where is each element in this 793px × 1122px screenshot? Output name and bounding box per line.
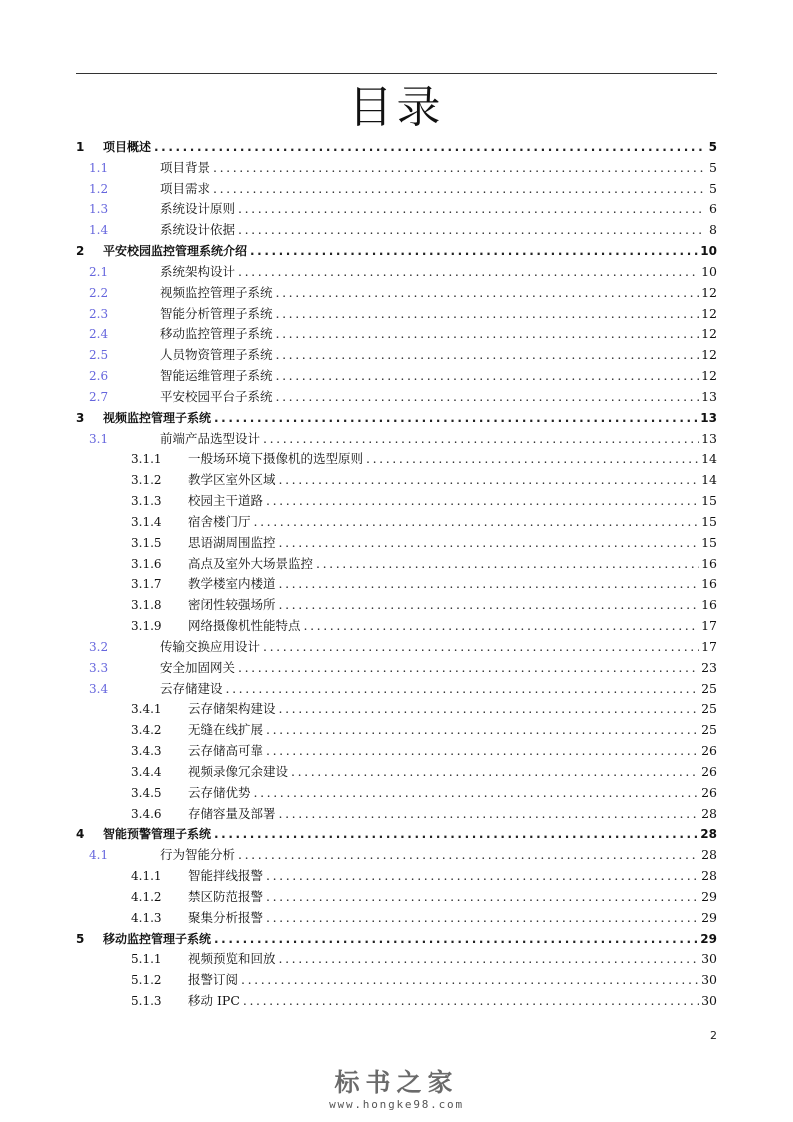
toc-entry[interactable] <box>0 595 793 615</box>
toc-entry-page: 10 <box>700 244 717 259</box>
toc-entry-title: 移动 IPC <box>188 993 240 1009</box>
toc-entry[interactable] <box>0 804 793 824</box>
toc-leader-dots <box>276 283 700 303</box>
toc-entry-title: 存储容量及部署 <box>188 805 276 821</box>
toc-leader-dots <box>263 429 699 449</box>
toc-entry-page: 5 <box>709 159 717 175</box>
toc-entry-body <box>188 533 717 553</box>
toc-entry-page: 14 <box>701 451 717 467</box>
toc-entry-page: 30 <box>701 972 717 988</box>
toc-leader-dots <box>266 866 699 886</box>
toc-leader-dots <box>266 887 699 907</box>
toc-entry[interactable] <box>0 679 793 699</box>
toc-entry-page: 16 <box>701 576 717 592</box>
toc-entry-title: 云存储优势 <box>188 784 251 800</box>
toc-leader-dots <box>316 554 699 574</box>
toc-entry-title: 视频预览和回放 <box>188 951 276 967</box>
watermark-url: www.hongke98.com <box>329 1098 464 1111</box>
toc-leader-dots <box>279 533 700 553</box>
toc-entry[interactable] <box>0 179 793 199</box>
toc-entry-page: 28 <box>701 847 717 863</box>
watermark-logo: 标书之家 <box>334 1068 459 1097</box>
toc-entry-body <box>188 741 717 761</box>
toc-entry-body <box>103 408 717 428</box>
toc-leader-dots <box>214 408 698 428</box>
toc-entry-page: 10 <box>701 263 717 279</box>
toc-entry-title: 视频监控管理子系统 <box>160 284 273 300</box>
toc-entry-page: 17 <box>701 638 717 654</box>
toc-entry-page: 14 <box>701 472 717 488</box>
toc-entry-title: 视频监控管理子系统 <box>103 410 212 425</box>
toc-entry-page: 6 <box>709 201 717 217</box>
toc-entry[interactable] <box>0 366 793 386</box>
toc-entry-body <box>160 262 717 282</box>
toc-entry-body <box>160 345 717 365</box>
toc-leader-dots <box>279 574 700 594</box>
toc-entry[interactable] <box>0 908 793 928</box>
toc-entry-title: 系统设计原则 <box>160 201 236 217</box>
toc-entry-title: 云存储高可靠 <box>188 743 264 759</box>
toc-entry-page: 28 <box>700 827 717 842</box>
toc-entry-body <box>188 470 717 490</box>
toc-leader-dots <box>266 741 699 761</box>
toc-entry-title: 一般场环境下摄像机的选型原则 <box>188 451 364 467</box>
toc-entry-body <box>160 220 717 240</box>
toc-entry[interactable] <box>0 720 793 740</box>
toc-entry-body <box>188 616 717 636</box>
toc-entry[interactable] <box>0 387 793 407</box>
toc-leader-dots <box>276 345 700 365</box>
toc-entry-body <box>188 491 717 511</box>
toc-entry[interactable] <box>0 554 793 574</box>
toc-entry-number: 3.4.6 <box>131 806 162 821</box>
toc-entry-number: 3.1.1 <box>131 452 162 467</box>
toc-entry[interactable] <box>0 324 793 344</box>
toc-entry-number: 2.2 <box>89 285 109 300</box>
toc-entry-number: 1.4 <box>89 223 109 238</box>
toc-entry-page: 5 <box>709 180 717 196</box>
toc-entry[interactable] <box>0 470 793 490</box>
toc-entry[interactable] <box>0 949 793 969</box>
toc-leader-dots <box>279 804 700 824</box>
toc-entry-title: 平安校园监控管理系统介绍 <box>103 244 248 259</box>
toc-entry-body <box>160 158 717 178</box>
toc-entry-number: 3.4.3 <box>131 744 162 759</box>
toc-entry-page: 8 <box>709 222 717 238</box>
toc-entry-page: 12 <box>701 347 717 363</box>
toc-entry-title: 教学楼室内楼道 <box>188 576 276 592</box>
header-rule <box>76 73 717 74</box>
toc-entry-body <box>160 387 717 407</box>
toc-entry-number: 3.1.2 <box>131 473 162 488</box>
toc-entry-body <box>188 574 717 594</box>
toc-entry-body <box>188 949 717 969</box>
toc-entry-title: 移动监控管理子系统 <box>160 326 273 342</box>
toc-entry-number: 3.1.3 <box>131 494 162 509</box>
toc-entry-body <box>160 199 717 219</box>
toc-entry-page: 26 <box>701 743 717 759</box>
toc-leader-dots <box>254 512 700 532</box>
toc-entry-number: 3.1.9 <box>131 619 162 634</box>
toc-entry[interactable] <box>0 741 793 761</box>
toc-entry[interactable] <box>0 408 793 428</box>
toc-entry-page: 13 <box>700 410 717 425</box>
toc-entry[interactable] <box>0 845 793 865</box>
toc-entry-title: 安全加固网关 <box>160 659 236 675</box>
toc-entry-page: 12 <box>701 305 717 321</box>
toc-entry-number: 3.1.7 <box>131 577 162 592</box>
toc-entry-body <box>188 804 717 824</box>
toc-entry-body <box>160 179 717 199</box>
toc-entry[interactable] <box>0 429 793 449</box>
toc-entry-body <box>160 429 717 449</box>
toc-entry-page: 23 <box>701 659 717 675</box>
toc-entry-page: 16 <box>701 597 717 613</box>
toc-entry[interactable] <box>0 970 793 990</box>
toc-entry-title: 思语湖周围监控 <box>188 534 276 550</box>
toc-entry-body <box>160 845 717 865</box>
toc-entry-page: 25 <box>701 722 717 738</box>
toc-entry-number: 3.1.4 <box>131 514 162 529</box>
toc-entry-title: 网络摄像机性能特点 <box>188 618 301 634</box>
toc-entry-number: 2.5 <box>89 348 109 363</box>
toc-entry-body <box>188 783 717 803</box>
toc-leader-dots <box>238 199 703 219</box>
toc-entry-body <box>103 824 717 844</box>
toc-entry-body <box>160 679 717 699</box>
toc-entry-number: 2.1 <box>89 264 109 279</box>
toc-entry-title: 项目背景 <box>160 159 211 175</box>
toc-leader-dots <box>266 720 699 740</box>
toc-entry[interactable] <box>0 783 793 803</box>
toc-entry[interactable] <box>0 345 793 365</box>
toc-entry[interactable] <box>0 637 793 657</box>
toc-entry-title: 教学区室外区域 <box>188 472 276 488</box>
toc-leader-dots <box>241 970 699 990</box>
toc-entry-number: 3.4.5 <box>131 785 162 800</box>
toc-entry-number: 3 <box>76 410 85 425</box>
toc-entry[interactable] <box>0 866 793 886</box>
toc-entry-title: 视频录像冗余建设 <box>188 763 289 779</box>
toc-entry-number: 1.2 <box>89 181 109 196</box>
toc-entry-number: 4.1.1 <box>131 869 162 884</box>
toc-entry[interactable] <box>0 220 793 240</box>
toc-leader-dots <box>250 241 698 261</box>
toc-entry-body <box>188 991 717 1011</box>
toc-leader-dots <box>266 908 699 928</box>
toc-entry-page: 12 <box>701 326 717 342</box>
toc-entry-page: 13 <box>701 430 717 446</box>
toc-entry[interactable] <box>0 991 793 1011</box>
toc-entry-number: 1.3 <box>89 202 109 217</box>
toc-entry-body <box>188 908 717 928</box>
toc-leader-dots <box>213 158 703 178</box>
toc-entry[interactable] <box>0 512 793 532</box>
toc-entry-page: 25 <box>701 680 717 696</box>
toc-entry-title: 传输交换应用设计 <box>160 638 261 654</box>
toc-leader-dots <box>279 470 700 490</box>
toc-entry-body <box>188 595 717 615</box>
toc-entry-title: 平安校园平台子系统 <box>160 388 273 404</box>
toc-entry-page: 16 <box>701 555 717 571</box>
toc-entry-title: 移动监控管理子系统 <box>103 931 212 946</box>
toc-entry-title: 校园主干道路 <box>188 493 264 509</box>
toc-entry-title: 智能预警管理子系统 <box>103 827 212 842</box>
toc-leader-dots <box>279 699 700 719</box>
toc-entry-title: 高点及室外大场景监控 <box>188 555 314 571</box>
toc-entry-title: 无缝在线扩展 <box>188 722 264 738</box>
toc-leader-dots <box>213 179 703 199</box>
toc-entry-title: 禁区防范报警 <box>188 888 264 904</box>
toc-entry-title: 行为智能分析 <box>160 847 236 863</box>
toc-entry-body <box>103 241 717 261</box>
toc-entry[interactable] <box>0 824 793 844</box>
toc-entry-page: 26 <box>701 763 717 779</box>
toc-entry-number: 3.3 <box>89 660 109 675</box>
toc-leader-dots <box>263 637 699 657</box>
toc-entry-number: 5.1.3 <box>131 994 162 1009</box>
toc-entry-number: 3.1.6 <box>131 556 162 571</box>
toc-entry-number: 3.4 <box>89 681 109 696</box>
toc-entry-body <box>188 970 717 990</box>
toc-entry-title: 聚集分析报警 <box>188 909 264 925</box>
toc-entry-number: 1.1 <box>89 160 109 175</box>
toc-entry-title: 密闭性较强场所 <box>188 597 276 613</box>
toc-entry-number: 1 <box>76 140 85 154</box>
toc-leader-dots <box>279 949 700 969</box>
toc-leader-dots <box>238 658 699 678</box>
toc-entry-body <box>160 304 717 324</box>
toc-entry-title: 项目需求 <box>160 180 211 196</box>
toc-leader-dots <box>266 491 699 511</box>
toc-entry[interactable] <box>0 158 793 178</box>
toc-entry-body <box>188 887 717 907</box>
toc-leader-dots <box>276 366 700 386</box>
toc-leader-dots <box>214 824 698 844</box>
toc-leader-dots <box>214 929 698 949</box>
toc-entry-number: 3.4.2 <box>131 723 162 738</box>
toc-entry-number: 2.7 <box>89 389 109 404</box>
toc-entry[interactable] <box>0 616 793 636</box>
toc-entry-body <box>160 637 717 657</box>
toc-entry-body <box>188 720 717 740</box>
toc-entry[interactable] <box>0 199 793 219</box>
page-title: 目录 <box>348 82 445 133</box>
toc-entry[interactable] <box>0 283 793 303</box>
toc-entry-body <box>160 658 717 678</box>
toc-entry-body <box>188 512 717 532</box>
toc-leader-dots <box>276 324 700 344</box>
toc-entry-title: 云存储建设 <box>160 680 223 696</box>
toc-entry-body <box>188 699 717 719</box>
toc-entry-title: 系统设计依据 <box>160 222 236 238</box>
toc-entry-page: 15 <box>701 513 717 529</box>
toc-entry[interactable] <box>0 137 793 157</box>
toc-leader-dots <box>254 783 700 803</box>
toc-entry-body <box>188 554 717 574</box>
toc-entry-page: 5 <box>708 140 717 154</box>
toc-entry[interactable] <box>0 241 793 261</box>
toc-entry-title: 系统架构设计 <box>160 263 236 279</box>
toc-entry-title: 宿舍楼门厅 <box>188 513 251 529</box>
toc-leader-dots <box>276 387 700 407</box>
toc-entry[interactable] <box>0 929 793 949</box>
toc-entry-body <box>188 866 717 886</box>
toc-leader-dots <box>276 304 700 324</box>
toc-leader-dots <box>291 762 699 782</box>
toc-entry-number: 3.1.5 <box>131 535 162 550</box>
toc-entry-number: 3.1.8 <box>131 598 162 613</box>
toc-entry-body <box>160 366 717 386</box>
toc-entry-number: 4.1 <box>89 848 109 863</box>
toc-entry-number: 2.3 <box>89 306 109 321</box>
toc-entry[interactable] <box>0 658 793 678</box>
toc-leader-dots <box>279 595 700 615</box>
toc-entry-number: 2.4 <box>89 327 109 342</box>
toc-entry-page: 28 <box>701 805 717 821</box>
toc-entry-page: 12 <box>701 368 717 384</box>
toc-entry[interactable] <box>0 449 793 469</box>
toc-leader-dots <box>154 137 703 157</box>
toc-leader-dots <box>238 262 699 282</box>
toc-entry-title: 智能运维管理子系统 <box>160 368 273 384</box>
toc-entry-title: 报警订阅 <box>188 972 239 988</box>
toc-entry-page: 29 <box>701 888 717 904</box>
toc-entry-page: 28 <box>701 868 717 884</box>
toc-entry-page: 30 <box>701 993 717 1009</box>
toc-entry-number: 5.1.1 <box>131 952 162 967</box>
toc-leader-dots <box>366 449 699 469</box>
toc-entry-number: 4.1.2 <box>131 889 162 904</box>
toc-entry-number: 3.4.4 <box>131 764 162 779</box>
toc-entry[interactable] <box>0 262 793 282</box>
toc-entry[interactable] <box>0 887 793 907</box>
toc-entry[interactable] <box>0 574 793 594</box>
toc-entry[interactable] <box>0 762 793 782</box>
toc-entry-title: 云存储架构建设 <box>188 701 276 717</box>
page-number: 2 <box>710 1029 717 1042</box>
toc-entry-title: 智能拌线报警 <box>188 868 264 884</box>
toc-entry-page: 29 <box>700 931 717 946</box>
toc-entry-page: 13 <box>701 388 717 404</box>
toc-entry-title: 项目概述 <box>103 140 152 154</box>
toc-entry-page: 15 <box>701 493 717 509</box>
toc-entry[interactable] <box>0 491 793 511</box>
toc-entry-page: 12 <box>701 284 717 300</box>
toc-entry-number: 4 <box>76 827 85 842</box>
toc-entry-page: 30 <box>701 951 717 967</box>
toc-entry-title: 前端产品选型设计 <box>160 430 261 446</box>
toc-entry[interactable] <box>0 304 793 324</box>
toc-entry-number: 5 <box>76 931 85 946</box>
toc-entry-page: 26 <box>701 784 717 800</box>
toc-leader-dots <box>304 616 700 636</box>
toc-leader-dots <box>238 220 703 240</box>
toc-entry-number: 5.1.2 <box>131 973 162 988</box>
toc-entry-page: 15 <box>701 534 717 550</box>
toc-entry-number: 3.1 <box>89 431 109 446</box>
toc-entry-title: 智能分析管理子系统 <box>160 305 273 321</box>
toc-entry-page: 17 <box>701 618 717 634</box>
toc-entry-number: 3.2 <box>89 639 109 654</box>
toc-entry-body <box>160 283 717 303</box>
toc-entry-page: 25 <box>701 701 717 717</box>
toc-entry-body <box>103 137 717 157</box>
toc-entry-body <box>160 324 717 344</box>
toc-entry[interactable] <box>0 533 793 553</box>
toc-entry-body <box>188 762 717 782</box>
toc-leader-dots <box>226 679 700 699</box>
toc-leader-dots <box>243 991 699 1011</box>
toc-leader-dots <box>238 845 699 865</box>
toc-entry-number: 4.1.3 <box>131 910 162 925</box>
toc-entry-title: 人员物资管理子系统 <box>160 347 273 363</box>
toc-entry-number: 2 <box>76 244 85 259</box>
toc-entry-body <box>188 449 717 469</box>
toc-entry-number: 2.6 <box>89 369 109 384</box>
toc-entry-body <box>103 929 717 949</box>
toc-entry[interactable] <box>0 699 793 719</box>
toc-entry-number: 3.4.1 <box>131 702 162 717</box>
toc-entry-page: 29 <box>701 909 717 925</box>
